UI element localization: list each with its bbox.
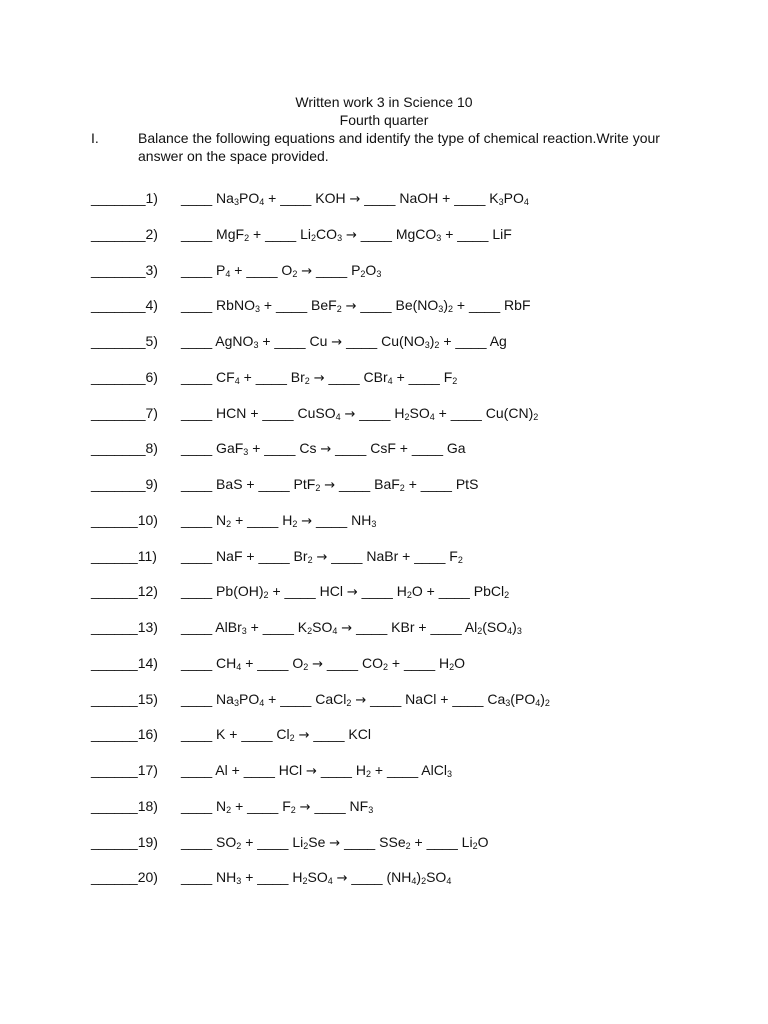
equation-row — [0, 473, 768, 495]
equation-row — [0, 866, 768, 888]
chemical-equation: ____ $Pb(OH)_2$ + ____ HCl → ____ $H_2O$ + ____ PbCl$_2$ — [181, 583, 510, 601]
arrow-icon: → — [344, 406, 356, 422]
arrow-icon: → — [320, 442, 332, 458]
equation-row — [0, 652, 768, 674]
equation-row — [0, 723, 768, 745]
arrow-icon: → — [316, 549, 328, 565]
arrow-icon: → — [329, 835, 341, 851]
answer-blank[interactable]: _______8) — [91, 440, 158, 457]
chemical-equation: ____ Al + ____ HCl → ____ $H_2$ + ____ AlCl$_3$ — [181, 762, 452, 779]
equation-row — [0, 259, 768, 281]
arrow-icon: → — [301, 513, 313, 529]
answer-blank[interactable]: ______11) — [91, 547, 157, 564]
answer-blank[interactable]: ______12) — [91, 583, 158, 600]
answer-blank[interactable]: _______2) — [91, 225, 158, 242]
arrow-icon: → — [345, 299, 357, 315]
equation-row — [0, 223, 768, 245]
chemical-equation: ____ $CF_4$ + ____ $Br_2$ → ____ CBr$_4$ + ____ $F_2$ — [181, 368, 458, 386]
answer-blank[interactable]: _______9) — [91, 476, 158, 492]
equation-row — [0, 759, 768, 781]
chemical-equation: ____ GaF$_3$ + ____ Cs → ____ CsF + ____ Ga — [181, 440, 466, 458]
answer-blank[interactable]: _______5) — [91, 333, 158, 349]
page-subtitle: Fourth quarter — [339, 112, 429, 128]
chemical-equation: ____ AgNO$_3$ + ____ Cu → ____ $Cu(NO_3)_2$ + ____ Ag — [181, 333, 507, 350]
answer-blank[interactable]: ______13) — [91, 619, 158, 635]
chemical-equation: ____ AlBr$_3$ + ____ $K_2SO_4$ → ____ KBr + ____ $Al_2(SO_4)_3$ — [181, 619, 522, 636]
answer-blank[interactable]: ______17) — [91, 762, 158, 778]
answer-blank[interactable]: _______4) — [91, 297, 158, 314]
chemical-equation: ____ K + ____ $Cl_2$ → ____ KCl — [181, 726, 371, 744]
arrow-icon: → — [306, 764, 317, 779]
equation-row — [0, 795, 768, 817]
chemical-equation: ____ RbNO$_3$ + ____ BeF$_2$ → ____ $Be(NO_3)_2$ + ____ RbF — [181, 297, 531, 315]
chemical-equation: ____ MgF$_2$ + ____ $Li_2CO_3$ → ____ MgCO$_3$ + ____ LiF — [181, 225, 512, 243]
answer-blank[interactable]: ______15) — [91, 690, 158, 707]
answer-blank[interactable]: ______18) — [91, 797, 158, 814]
page-title: Written work 3 in Science 10 — [295, 94, 473, 110]
chemical-equation: ____ $SO_2$ + ____ $Li_2Se$ → ____ SSe$_2$ + ____ $Li_2O$ — [181, 833, 489, 851]
arrow-icon: → — [336, 871, 348, 887]
answer-blank[interactable]: ______16) — [91, 726, 158, 743]
arrow-icon: → — [355, 692, 367, 708]
answer-blank[interactable]: ______14) — [91, 654, 158, 671]
chemical-equation: ____ $N_2$ + ____ $F_2$ → ____ $NF_3$ — [181, 797, 374, 815]
equation-row — [0, 366, 768, 388]
equation-row — [0, 402, 768, 424]
arrow-icon: → — [312, 656, 324, 672]
answer-blank[interactable]: ______19) — [91, 833, 158, 850]
answer-blank[interactable]: ______10) — [91, 511, 158, 528]
section-number: I. — [91, 130, 99, 146]
equation-row — [0, 187, 768, 209]
arrow-icon: → — [341, 621, 353, 636]
arrow-icon: → — [299, 799, 311, 815]
answer-blank[interactable]: ______20) — [91, 869, 158, 886]
equation-row — [0, 330, 768, 352]
chemical-equation: ____ BaS + ____ PtF$_2$ → ____ BaF$_2$ + ____ PtS — [181, 476, 479, 493]
chemical-equation: ____ HCN + ____ CuSO$_4$ → ____ $H_2SO_4$ + ____ $Cu(CN)_2$ — [181, 404, 539, 422]
chemical-equation: ____ NaF + ____ $Br_2$ → ____ NaBr + ____ $F_2$ — [181, 547, 463, 565]
equation-row — [0, 437, 768, 459]
chemical-equation: ____ $CH_4$ + ____ $O_2$ → ____ $CO_2$ + ____ $H_2O$ — [181, 654, 466, 672]
equation-row — [0, 294, 768, 316]
equation-row — [0, 616, 768, 638]
answer-blank[interactable]: _______3) — [91, 261, 158, 278]
arrow-icon: → — [298, 728, 310, 744]
arrow-icon: → — [349, 192, 361, 207]
answer-blank[interactable]: _______1) — [91, 190, 158, 206]
instructions-text: Balance the following equations and identify the type of chemical reaction.Write your answer on the space provided. — [138, 130, 660, 164]
arrow-icon: → — [301, 263, 313, 279]
chemical-equation: ____ $NH_3$ + ____ $H_2SO_4$ → ____ $(NH_4)_2SO_4$ — [181, 869, 452, 887]
equation-row — [0, 831, 768, 853]
arrow-icon: → — [346, 585, 358, 601]
answer-blank[interactable]: _______6) — [91, 368, 158, 385]
equation-row — [0, 580, 768, 602]
chemical-equation: ____ $P_4$ + ____ $O_2$ → ____ $P_2O_3$ — [181, 261, 382, 279]
chemical-equation: ____ $N_2$ + ____ $H_2$ → ____ $NH_3$ — [181, 511, 377, 529]
chemical-equation: ____ $Na_3PO_4$ + ____ KOH → ____ NaOH + ____ $K_3PO_4$ — [181, 190, 529, 207]
equation-row — [0, 688, 768, 710]
answer-blank[interactable]: _______7) — [91, 404, 158, 421]
chemical-equation: ____ $Na_3PO_4$ + ____ CaCl$_2$ → ____ NaCl + ____ $Ca_3(PO_4)_2$ — [181, 690, 550, 708]
arrow-icon: → — [345, 227, 357, 243]
equation-row — [0, 545, 768, 567]
arrow-icon: → — [331, 335, 343, 350]
arrow-icon: → — [313, 370, 325, 386]
arrow-icon: → — [324, 478, 336, 493]
equation-row — [0, 509, 768, 531]
